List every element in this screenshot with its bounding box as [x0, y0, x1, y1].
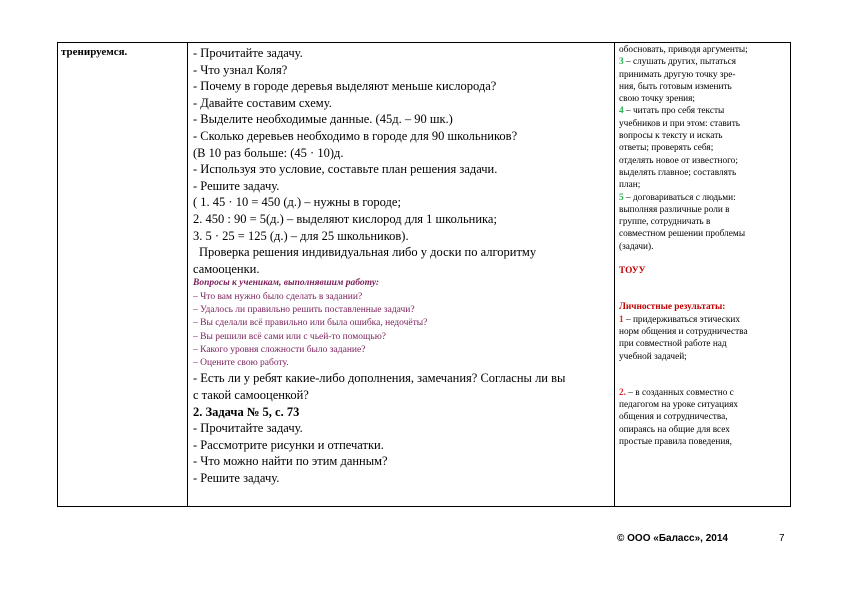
reflection-question: – Удалось ли правильно решить поставленные задачи?: [193, 304, 415, 315]
outcome-line: [619, 399, 786, 411]
activity-line: 2. 450 : 90 = 5(д.) – выделяют кислород для 1 школьника;: [193, 211, 497, 226]
activity-line: - Используя это условие, составьте план решения задачи.: [193, 162, 498, 177]
outcome-number: 2.: [619, 387, 626, 398]
activity-line: - Решите задачу.: [193, 470, 280, 485]
outcome-line: [619, 424, 786, 436]
outcome-number: 3: [619, 57, 624, 68]
activity-line: - Что можно найти по этим данным?: [193, 454, 388, 469]
outcome-text: совместном решении проблемы: [619, 229, 746, 240]
activity-line: 3. 5 · 25 = 125 (д.) – для 25 школьников).: [193, 228, 409, 243]
outcome-text: (задачи).: [619, 241, 654, 252]
outcome-line: [619, 56, 786, 68]
teacher-activity-column: [193, 45, 611, 487]
activity-line: Проверка решения индивидуальная либо у доски по алгоритму: [199, 245, 537, 260]
copyright-footer: © ООО «Баласс», 2014: [617, 533, 728, 544]
activity-line: (В 10 раз больше: (45 · 10)д.: [193, 145, 344, 160]
page-number: 7: [779, 533, 785, 544]
outcome-text: ответы; проверять себя;: [619, 143, 714, 154]
outcome-line: [619, 130, 786, 142]
section-heading: ТОУУ: [619, 266, 646, 277]
outcome-line: [619, 314, 786, 326]
spacer: [619, 277, 786, 289]
outcome-line: [619, 142, 786, 154]
activity-line: ( 1. 45 · 10 = 450 (д.) – нужны в городе;: [193, 195, 401, 210]
outcome-line: [619, 228, 786, 240]
reflection-question: – Оцените свою работу.: [193, 358, 289, 369]
spacer: [619, 375, 786, 387]
activity-line: - Давайте составим схему.: [193, 95, 332, 110]
outcome-text: ния, быть готовым изменить: [619, 81, 732, 92]
outcome-text: педагогом на уроке ситуациях: [619, 400, 739, 411]
outcome-line: [619, 81, 786, 93]
spacer: [619, 289, 786, 301]
activity-line: - Почему в городе деревья выделяют меньше кислорода?: [193, 79, 497, 94]
outcome-line: [619, 301, 786, 313]
outcome-line: [619, 241, 786, 253]
outcome-text: обосновать, приводя аргументы;: [619, 45, 748, 55]
outcome-line: [619, 265, 786, 277]
spacer: [619, 253, 786, 265]
activity-line: - Прочитайте задачу.: [193, 421, 303, 436]
column-divider: [614, 42, 615, 507]
reflection-question: – Вы решили всё сами или с чьей-то помощью?: [193, 331, 387, 342]
outcome-line: [619, 179, 786, 191]
reflection-question: – Вы сделали всё правильно или была ошибка, недочёты?: [193, 318, 428, 329]
outcome-line: [619, 118, 786, 130]
outcome-line: [619, 338, 786, 350]
activity-line: самооценки.: [193, 261, 260, 276]
outcome-text: отделять новое от известного;: [619, 155, 738, 166]
stage-label: тренируемся.: [61, 46, 128, 58]
outcome-text: общения и сотрудничества,: [619, 412, 728, 423]
activity-line: - Выделите необходимые данные. (45д. – 90 шк.): [193, 112, 453, 127]
reflection-question: – Какого уровня сложности было задание?: [193, 344, 366, 355]
activity-line: - Сколько деревьев необходимо в городе для 90 школьников?: [193, 128, 518, 143]
reflection-question: – Что вам нужно было сделать в задании?: [193, 291, 363, 302]
outcome-text: опираясь на общие для всех: [619, 424, 730, 435]
reflection-question: Вопросы к ученикам, выполнявшим работу:: [193, 278, 380, 289]
outcome-text: – придерживаться этических: [623, 314, 740, 325]
outcome-line: [619, 326, 786, 338]
outcome-text: свою точку зрения;: [619, 94, 696, 105]
outcome-text: учебной задачей;: [619, 351, 687, 362]
outcome-text: – договариваться с людьми:: [623, 192, 736, 203]
outcome-text: норм общения и сотрудничества: [619, 326, 748, 337]
section-heading: Личностные результаты:: [619, 302, 726, 313]
outcome-line: [619, 204, 786, 216]
outcome-text: при совместной работе над: [619, 339, 727, 350]
outcome-text: – слушать других, пытаться: [623, 57, 737, 68]
outcome-text: учебников и при этом: ставить: [619, 118, 741, 129]
outcome-text: принимать другую точку зре-: [619, 69, 736, 80]
outcome-text: план;: [619, 180, 641, 191]
activity-line: 2. Задача № 5, с. 73: [193, 404, 300, 419]
activity-line: - Прочитайте задачу.: [193, 46, 303, 60]
outcome-line: [619, 105, 786, 117]
activity-line: - Что узнал Коля?: [193, 62, 288, 77]
outcome-line: [619, 436, 786, 448]
outcome-line: [619, 167, 786, 179]
outcome-line: [619, 192, 786, 204]
outcome-text: – читать про себя тексты: [623, 106, 725, 117]
outcome-number: 5: [619, 192, 624, 203]
activity-line: - Есть ли у ребят какие-либо дополнения, замечания? Согласны ли вы: [193, 371, 566, 386]
activity-line: - Рассмотрите рисунки и отпечатки.: [193, 437, 384, 452]
outcome-line: [619, 351, 786, 363]
outcome-line: [619, 411, 786, 423]
column-divider: [187, 42, 188, 507]
outcome-line: [619, 69, 786, 81]
outcomes-column: [619, 44, 786, 448]
spacer: [619, 363, 786, 375]
outcome-text: простые правила поведения,: [619, 437, 732, 448]
outcome-line: [619, 93, 786, 105]
outcome-text: – в созданных совместно с: [625, 387, 734, 398]
outcome-text: группе, сотрудничать в: [619, 217, 711, 228]
activity-line: - Решите задачу.: [193, 178, 280, 193]
outcome-number: 1: [619, 314, 624, 325]
activity-line: с такой самооценкой?: [193, 387, 309, 402]
outcome-line: [619, 155, 786, 167]
outcome-text: вопросы к тексту и искать: [619, 131, 723, 142]
outcome-line: [619, 387, 786, 399]
outcome-number: 4: [619, 106, 624, 117]
outcome-text: выполняя различные роли в: [619, 204, 730, 215]
outcome-line: [619, 44, 786, 56]
outcome-line: [619, 216, 786, 228]
outcome-text: выделять главное; составлять: [619, 167, 737, 178]
